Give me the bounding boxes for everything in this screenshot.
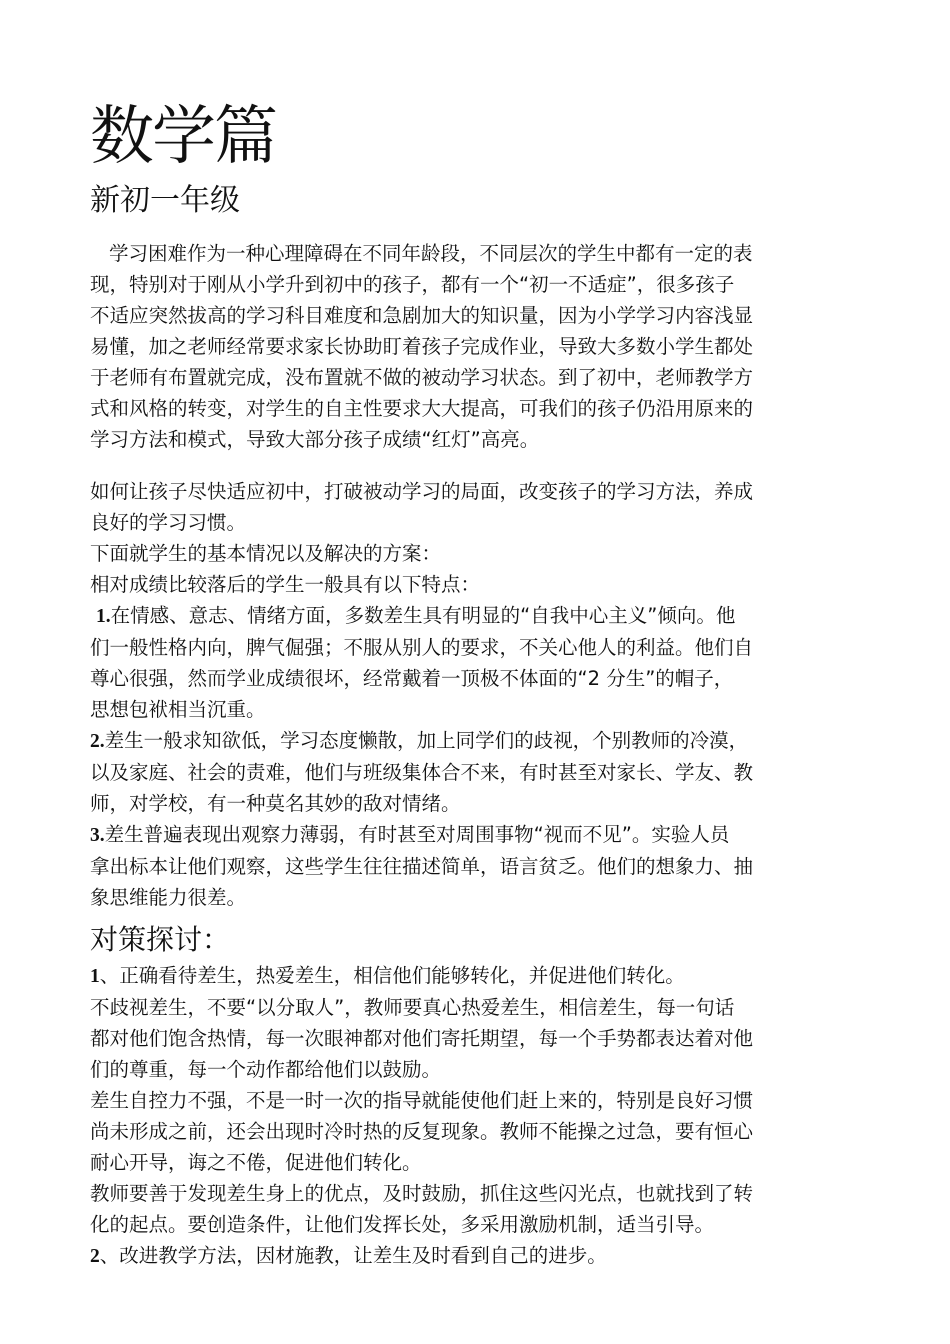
text-line: 耐心开导，诲之不倦，促进他们转化。 xyxy=(90,1151,422,1174)
text-line: 思想包袱相当沉重。 xyxy=(90,698,266,721)
strategy-section xyxy=(90,960,862,1272)
list-item-1 xyxy=(90,600,862,632)
text-line: 在情感、意志、情绪方面，多数差生具有明显的“自我中心主义”倾向。他 xyxy=(110,604,736,627)
text-line: 尚未形成之前，还会出现时冷时热的反复现象。教师不能操之过急，要有恒心 xyxy=(90,1120,754,1143)
text-line: 、改进教学方法，因材施教，让差生及时看到自己的进步。 xyxy=(99,1244,607,1267)
text-line: 差生一般求知欲低，学习态度懒散，加上同学们的歧视，个别教师的冷漠， xyxy=(104,729,749,752)
text-line: 都对他们饱含热情，每一次眼神都对他们寄托期望，每一个手势都表达着对他 xyxy=(90,1027,754,1050)
text-line: 教师要善于发现差生身上的优点，及时鼓励，抓住这些闪光点，也就找到了转 xyxy=(90,1182,754,1205)
intro-paragraph xyxy=(90,238,862,455)
text-line: 良好的学习习惯。 xyxy=(90,511,247,534)
list-number: 1 xyxy=(90,966,100,987)
text-line: 如何让孩子尽快适应初中，打破被动学习的局面，改变孩子的学习方法，养成 xyxy=(90,480,754,503)
strategy-item-2 xyxy=(90,1240,862,1272)
text-line: 易懂，加之老师经常要求家长协助盯着孩子完成作业，导致大多数小学生都处 xyxy=(90,335,754,358)
list-number: 1. xyxy=(96,606,111,627)
text-line: 以及家庭、社会的责难，他们与班级集体合不来，有时甚至对家长、学友、教 xyxy=(90,761,754,784)
text-line: 们的尊重，每一个动作都给他们以鼓励。 xyxy=(90,1058,442,1081)
text-line: 象思维能力很差。 xyxy=(90,886,247,909)
strategy-heading: 对策探讨： xyxy=(90,923,231,956)
text-line: 不歧视差生，不要“以分取人”，教师要真心热爱差生，相信差生，每一句话 xyxy=(90,996,735,1019)
text-line: 现，特别对于刚从小学升到初中的孩子，都有一个“初一不适症”，很多孩子 xyxy=(90,273,735,296)
list-item-3 xyxy=(90,819,862,851)
text-line: 式和风格的转变，对学生的自主性要求大大提高，可我们的孩子仍沿用原来的 xyxy=(90,397,754,420)
text-line: 拿出标本让他们观察，这些学生往往描述简单，语言贫乏。他们的想象力、抽 xyxy=(90,855,754,878)
text-line: 相对成绩比较落后的学生一般具有以下特点： xyxy=(90,573,481,596)
text-line: 、正确看待差生，热爱差生，相信他们能够转化，并促进他们转化。 xyxy=(99,964,685,987)
analysis-section xyxy=(90,476,862,913)
list-item-2 xyxy=(90,725,862,757)
text-line: 学习方法和模式，导致大部分孩子成绩“红灯”高亮。 xyxy=(90,428,540,451)
list-number: 2. xyxy=(90,731,105,752)
text-line: 差生普遍表现出观察力薄弱，有时甚至对周围事物“视而不见”。实验人员 xyxy=(104,823,730,846)
strategy-item-1 xyxy=(90,960,862,992)
page-subtitle: 新初一年级 xyxy=(90,183,240,218)
text-line: 化的起点。要创造条件，让他们发挥长处，多采用激励机制，适当引导。 xyxy=(90,1213,715,1236)
list-number: 3. xyxy=(90,825,105,846)
text-line: 师，对学校，有一种莫名其妙的敌对情绪。 xyxy=(90,792,461,815)
text-line: 下面就学生的基本情况以及解决的方案： xyxy=(90,542,442,565)
list-number: 2 xyxy=(90,1246,100,1267)
page-title: 数学篇 xyxy=(90,100,276,174)
text-line: 不适应突然拔高的学习科目难度和急剧加大的知识量，因为小学学习内容浅显 xyxy=(90,304,754,327)
text-line: 于老师有布置就完成，没布置就不做的被动学习状态。到了初中，老师教学方 xyxy=(90,366,754,389)
text-line: 们一般性格内向，脾气倔强；不服从别人的要求，不关心他人的利益。他们自 xyxy=(90,636,754,659)
text-line: 差生自控力不强，不是一时一次的指导就能使他们赶上来的，特别是良好习惯 xyxy=(90,1089,754,1112)
text-line: 尊心很强，然而学业成绩很坏，经常戴着一顶极不体面的“2 分生”的帽子， xyxy=(90,667,734,690)
text-line: 学习困难作为一种心理障碍在不同年龄段，不同层次的学生中都有一定的表 xyxy=(109,242,753,265)
